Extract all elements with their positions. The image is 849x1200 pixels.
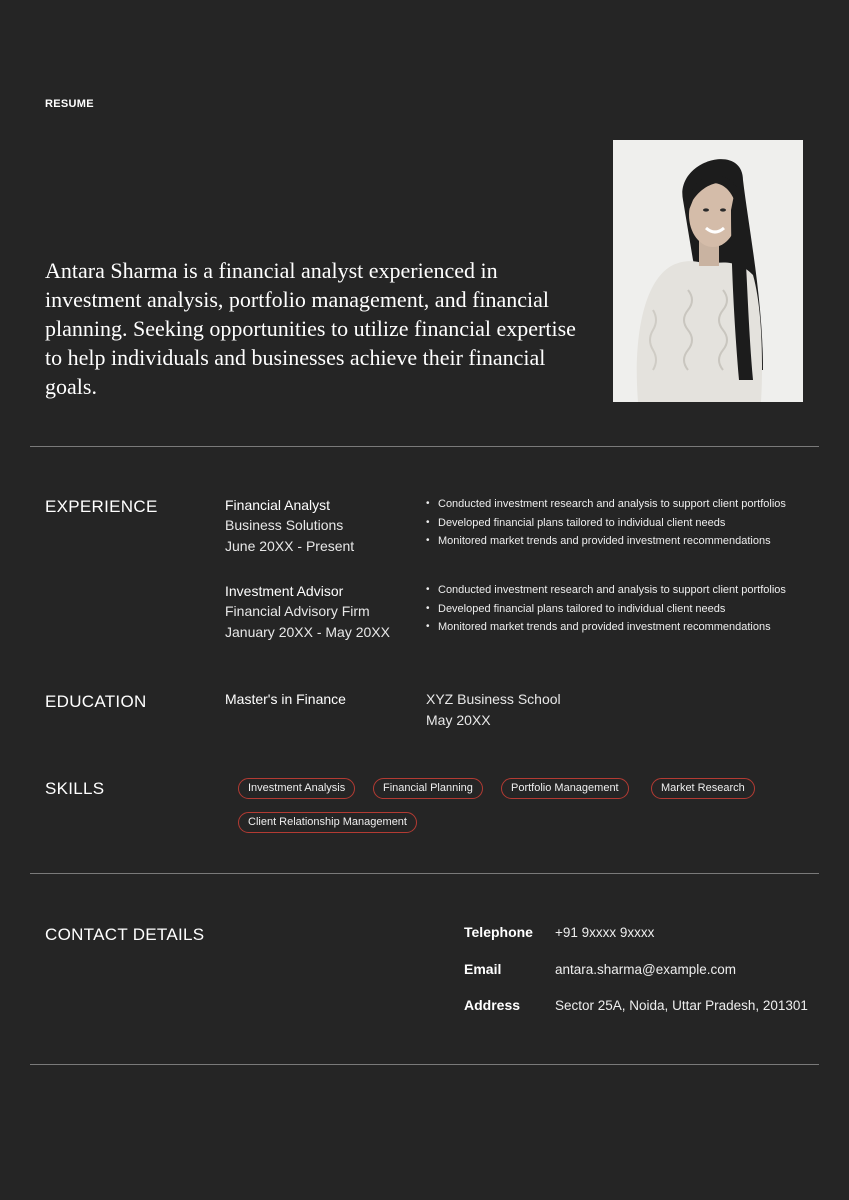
contact-telephone: +91 9xxxx 9xxxx: [555, 925, 655, 940]
education-school-block: [426, 689, 561, 731]
job-2-bullets: [426, 581, 786, 637]
contact-label-telephone: Telephone: [464, 924, 533, 940]
resume-label: RESUME: [45, 98, 94, 110]
divider-bottom: [30, 1064, 819, 1065]
education-heading: EDUCATION: [45, 692, 147, 711]
contact-heading: CONTACT DETAILS: [45, 925, 205, 944]
job-1-bullet: • Conducted investment research and analysis to support client portfolios: [426, 495, 786, 514]
contact-label-address: Address: [464, 997, 521, 1013]
job-2-bullet: • Developed financial plans tailored to individual client needs: [426, 600, 786, 619]
divider-top: [30, 446, 819, 447]
skill-chip: Financial Planning: [373, 778, 483, 799]
portrait-image: [613, 140, 803, 402]
profile-photo: [613, 140, 803, 402]
education-degree: Master's in Finance: [225, 691, 346, 707]
job-1-bullet: • Monitored market trends and provided investment recommendations: [426, 532, 786, 551]
job-2-dates: January 20XX - May 20XX: [225, 624, 390, 640]
contact-label-email: Email: [464, 961, 502, 977]
education-school: XYZ Business School: [426, 691, 561, 707]
job-2: [225, 581, 420, 643]
job-1-company: Business Solutions: [225, 517, 344, 533]
skill-chip: Portfolio Management: [501, 778, 629, 799]
skill-chip: Client Relationship Management: [238, 812, 417, 833]
job-2-company: Financial Advisory Firm: [225, 603, 370, 619]
divider-middle: [30, 873, 819, 874]
profile-summary: Antara Sharma is a financial analyst experienced in investment analysis, portfolio management, and financial planning. Seeking opportunities to utilize financial expertise to help individuals and businesses achieve their financial goals.: [45, 258, 576, 399]
job-1-bullet: • Developed financial plans tailored to individual client needs: [426, 514, 786, 533]
experience-heading: EXPERIENCE: [45, 497, 158, 516]
education-date: May 20XX: [426, 712, 491, 728]
job-1-bullets: [426, 495, 786, 551]
job-2-bullet: • Conducted investment research and analysis to support client portfolios: [426, 581, 786, 600]
job-1-dates: June 20XX - Present: [225, 538, 355, 554]
skill-chip: Market Research: [651, 778, 755, 799]
skills-heading: SKILLS: [45, 779, 105, 798]
job-2-role: Investment Advisor: [225, 583, 344, 599]
job-2-bullet: • Monitored market trends and provided investment recommendations: [426, 618, 786, 637]
contact-email[interactable]: antara.sharma@example.com: [555, 962, 737, 977]
job-1-role: Financial Analyst: [225, 497, 331, 513]
job-1: [225, 495, 420, 557]
contact-address: Sector 25A, Noida, Uttar Pradesh, 201301: [555, 998, 808, 1013]
skill-chip: Investment Analysis: [238, 778, 355, 799]
